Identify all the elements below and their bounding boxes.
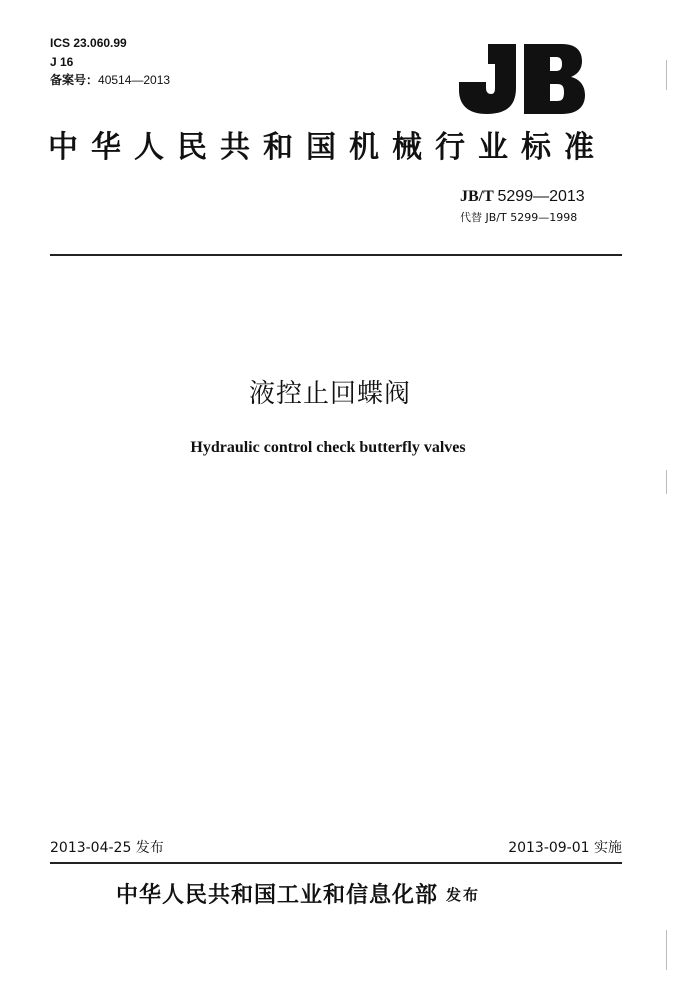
record-value: 40514—2013 (98, 73, 171, 87)
implementation-date: 2013-09-01 实施 (508, 840, 622, 856)
scan-mark (666, 930, 667, 970)
publisher (116, 880, 480, 911)
standard-number-prefix: JB/T (460, 188, 498, 205)
publisher-action: 发布 (446, 886, 481, 904)
footer-divider (50, 862, 622, 864)
replaces-standard: 代替 JB/T 5299—1998 (460, 211, 578, 224)
jb-logo-letter-j (459, 44, 516, 114)
record-label: 备案号： (50, 73, 99, 87)
jb-logo (458, 44, 586, 114)
ccs-code: J 16 (50, 55, 74, 69)
document-title-en: Hydraulic control check butterfly valves (190, 439, 466, 456)
scan-mark (666, 470, 667, 494)
header-divider (50, 254, 622, 256)
publisher-name: 中华人民共和国工业和信息化部 (116, 883, 439, 908)
ics-code: ICS 23.060.99 (50, 36, 127, 50)
standard-category-title: 中华人民共和国机械行业标准 (48, 130, 607, 165)
issue-date: 2013-04-25 发布 (50, 840, 164, 856)
document-title-cn: 液控止回蝶阀 (248, 379, 411, 409)
record-number (50, 73, 170, 87)
jb-logo-letter-b (524, 44, 585, 114)
standard-number (460, 188, 585, 206)
standard-number-value: 5299—2013 (497, 188, 585, 205)
scan-mark (666, 60, 667, 90)
